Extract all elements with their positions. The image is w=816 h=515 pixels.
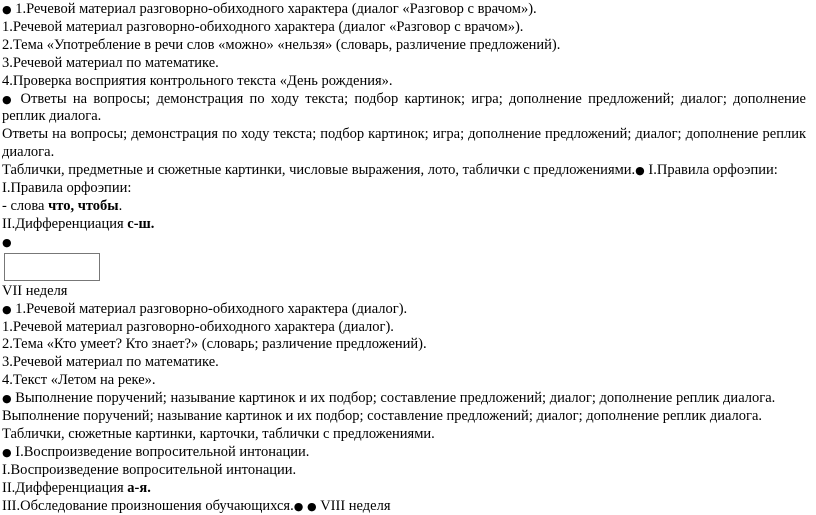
- text-line: I.Воспроизведение вопросительной интонации.: [2, 461, 297, 478]
- list-item: [2, 91, 806, 127]
- bullet-icon: ●: [293, 499, 304, 513]
- list-item: [2, 498, 806, 515]
- list-item: [2, 390, 806, 408]
- list-item: [2, 234, 806, 252]
- bold-words: что, чтобы: [48, 197, 119, 214]
- text-span: II.Дифференциация: [2, 479, 128, 496]
- bullet-icon: ●: [306, 499, 317, 513]
- text-line: 2.Тема «Кто умеет? Кто знает?» (словарь; различение предложений).: [2, 336, 427, 353]
- list-item: [2, 162, 806, 180]
- list-item: [2, 301, 806, 319]
- bullet-icon: ●: [2, 392, 12, 406]
- text-line: 3.Речевой материал по математике.: [2, 354, 219, 371]
- bullet-icon: ●: [2, 445, 12, 459]
- text-line: 2.Тема «Употребление в речи слов «можно» «нельзя» (словарь, различение предложений).: [2, 36, 561, 53]
- week-heading: VIII неделя: [320, 497, 391, 514]
- text-line: Ответы на вопросы; демонстрация по ходу текста; подбор картинок; игра; дополнение предложений; диалог; дополнение реплик диалога.: [2, 126, 806, 161]
- text-line: 1.Речевой материал разговорно-обиходного характера (диалог).: [2, 318, 394, 335]
- text-span: .: [118, 197, 123, 214]
- text-line: 4.Проверка восприятия контрольного текста «День рождения».: [2, 72, 393, 89]
- text-span: - слова: [2, 197, 49, 214]
- text-line: 1.Речевой материал разговорно-обиходного характера (диалог).: [15, 300, 408, 317]
- bold-words: а-я.: [127, 479, 151, 496]
- text-line: 1.Речевой материал разговорно-обиходного характера (диалог «Разговор с врачом»).: [15, 1, 537, 17]
- text-line: Ответы на вопросы; демонстрация по ходу текста; подбор картинок; игра; дополнение предложений; диалог; дополнение реплик диалога.: [2, 90, 806, 125]
- text-line: Выполнение поручений; называние картинок и их подбор; составление предложений; диалог; дополнение реплик диалога.: [15, 390, 776, 407]
- text-line: [2, 216, 806, 234]
- bullet-icon: ●: [635, 164, 645, 178]
- text-line: 1.Речевой материал разговорно-обиходного характера (диалог «Разговор с врачом»).: [2, 18, 524, 35]
- week-heading: VII неделя: [2, 282, 68, 299]
- list-item: [2, 444, 806, 462]
- list-item: [2, 1, 806, 19]
- text-line: Таблички, сюжетные картинки, карточки, таблички с предложениями.: [2, 425, 435, 442]
- text-line: Выполнение поручений; называние картинок и их подбор; составление предложений; диалог; дополнение реплик диалога.: [2, 408, 763, 425]
- text-line: 3.Речевой материал по математике.: [2, 54, 219, 71]
- bullet-icon: ●: [2, 235, 12, 249]
- text-line: I.Правила орфоэпии:: [648, 162, 778, 179]
- text-line: III.Обследование произношения обучающихся.: [2, 497, 294, 514]
- text-line: I.Воспроизведение вопросительной интонации.: [15, 443, 310, 460]
- bullet-icon: ●: [2, 3, 12, 16]
- text-line: [2, 480, 806, 498]
- empty-box: [4, 253, 100, 281]
- text-span: II.Дифференциация: [2, 215, 128, 232]
- text-line: Таблички, предметные и сюжетные картинки, числовые выражения, лото, таблички с предложениями.: [2, 162, 636, 179]
- bullet-icon: ●: [2, 302, 12, 316]
- text-line: 4.Текст «Летом на реке».: [2, 372, 156, 389]
- text-line: [2, 198, 806, 216]
- bullet-icon: ●: [2, 92, 15, 106]
- text-line: I.Правила орфоэпии:: [2, 180, 132, 197]
- bold-words: с-ш.: [127, 215, 155, 232]
